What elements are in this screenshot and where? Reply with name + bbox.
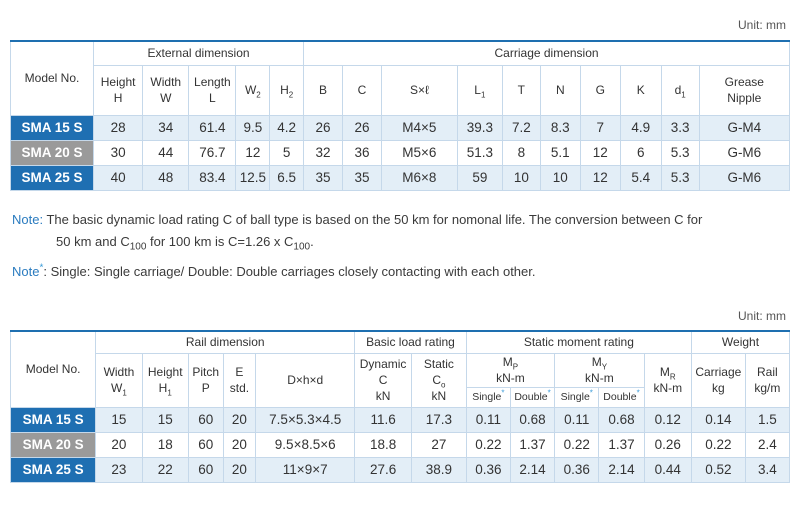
value-cell: 15 [142, 407, 188, 432]
grease-nipple-header: Grease Nipple [699, 65, 789, 115]
value-cell: 32 [304, 140, 343, 165]
pitch-header: Pitch P [188, 353, 223, 407]
value-cell: 5.4 [620, 165, 661, 190]
my-single-header: Single* [555, 387, 599, 407]
value-cell: 3.3 [661, 115, 699, 140]
value-cell: 11×9×7 [256, 457, 355, 482]
rail-height-header: Height $H_1$ [142, 353, 188, 407]
rail-dimension-header: Rail dimension [96, 331, 355, 353]
external-dimension-header: External dimension [94, 41, 304, 65]
height-header: Height H [94, 65, 143, 115]
value-cell: 4.9 [620, 115, 661, 140]
value-cell: 0.52 [692, 457, 746, 482]
value-cell: 15 [96, 407, 142, 432]
width-header: Width W [143, 65, 189, 115]
note-label: Note* [12, 262, 44, 279]
value-cell: 83.4 [189, 165, 236, 190]
carriage-dimension-table [10, 40, 790, 191]
value-cell: M6×8 [381, 165, 457, 190]
value-cell: 0.44 [644, 457, 691, 482]
value-cell: 0.22 [466, 432, 510, 457]
value-cell: 5.1 [540, 140, 580, 165]
value-cell: 1.37 [599, 432, 644, 457]
value-cell: 28 [94, 115, 143, 140]
value-cell: 20 [96, 432, 142, 457]
d1-header: $d_1$ [661, 65, 699, 115]
value-cell: 20 [223, 407, 256, 432]
value-cell: 3.4 [745, 457, 789, 482]
table-row [11, 165, 790, 190]
carriage-dimension-header: Carriage dimension [304, 41, 790, 65]
value-cell: 0.11 [555, 407, 599, 432]
note-label: Note: [12, 212, 44, 227]
model-cell: SMA 15 S [11, 407, 96, 432]
model-no-header: Model No. [11, 331, 96, 407]
b-header: B [304, 65, 343, 115]
value-cell: 0.22 [555, 432, 599, 457]
value-cell: 0.68 [510, 407, 554, 432]
value-cell: 48 [143, 165, 189, 190]
table-row [11, 457, 790, 482]
unit-label: Unit: mm [738, 309, 786, 323]
value-cell: 38.9 [412, 457, 467, 482]
value-cell: 9.5×8.5×6 [256, 432, 355, 457]
value-cell: 5.3 [661, 165, 699, 190]
value-cell: 10 [540, 165, 580, 190]
unit-label: Unit: mm [738, 18, 786, 32]
table-row [11, 432, 790, 457]
value-cell: 39.3 [457, 115, 502, 140]
value-cell: 18.8 [355, 432, 412, 457]
k-header: K [620, 65, 661, 115]
model-cell: SMA 25 S [11, 165, 94, 190]
carriage-weight-header: Carriage kg [692, 353, 746, 407]
value-cell: 6.5 [270, 165, 304, 190]
value-cell: 51.3 [457, 140, 502, 165]
value-cell: 35 [304, 165, 343, 190]
note-text-line2c: . [310, 234, 314, 249]
value-cell: 9.5 [236, 115, 270, 140]
value-cell: 26 [304, 115, 343, 140]
h2-header: $H_2$ [270, 65, 304, 115]
value-cell: 7 [580, 115, 620, 140]
value-cell: 0.14 [692, 407, 746, 432]
value-cell: 44 [143, 140, 189, 165]
value-cell: 12 [236, 140, 270, 165]
value-cell: 1.5 [745, 407, 789, 432]
c-header: C [343, 65, 382, 115]
model-cell: SMA 25 S [11, 457, 96, 482]
value-cell: M4×5 [381, 115, 457, 140]
l1-header: $L_1$ [457, 65, 502, 115]
weight-header: Weight [692, 331, 790, 353]
value-cell: 0.11 [466, 407, 510, 432]
e-std-header: E std. [223, 353, 256, 407]
value-cell: 0.26 [644, 432, 691, 457]
my-double-header: Double* [599, 387, 644, 407]
note-text-line1: The basic dynamic load rating C of ball type is based on the 50 km for nomonal life. The conversion between C for [43, 212, 703, 227]
value-cell: 36 [343, 140, 382, 165]
value-cell: 10 [502, 165, 540, 190]
value-cell: 0.12 [644, 407, 691, 432]
value-cell: 0.36 [466, 457, 510, 482]
note-single-double [12, 261, 792, 283]
note-subscript: 100 [293, 241, 311, 253]
value-cell: 12.5 [236, 165, 270, 190]
basic-load-rating-header: Basic load rating [355, 331, 467, 353]
table-row [11, 407, 790, 432]
my-header: $M_Y$ kN-m [555, 353, 644, 387]
value-cell: 61.4 [189, 115, 236, 140]
value-cell: 40 [94, 165, 143, 190]
value-cell: 12 [580, 165, 620, 190]
value-cell: G-M6 [699, 140, 789, 165]
value-cell: 76.7 [189, 140, 236, 165]
static-moment-rating-header: Static moment rating [466, 331, 691, 353]
note-text-line2b: for 100 km is C=1.26 x C [146, 234, 294, 249]
asterisk: * [39, 262, 44, 274]
n-header: N [540, 65, 580, 115]
note-dynamic-load [12, 209, 792, 253]
table-row [11, 115, 790, 140]
value-cell: 27 [412, 432, 467, 457]
g-header: G [580, 65, 620, 115]
value-cell: 30 [94, 140, 143, 165]
t-header: T [502, 65, 540, 115]
value-cell: 2.14 [599, 457, 644, 482]
value-cell: 20 [223, 457, 256, 482]
value-cell: 17.3 [412, 407, 467, 432]
model-cell: SMA 20 S [11, 432, 96, 457]
value-cell: 27.6 [355, 457, 412, 482]
value-cell: 0.36 [555, 457, 599, 482]
length-header: Length L [189, 65, 236, 115]
value-cell: 18 [142, 432, 188, 457]
value-cell: 1.37 [510, 432, 554, 457]
note-text-line2a: 50 km and C [56, 234, 130, 249]
value-cell: 8 [502, 140, 540, 165]
value-cell: 59 [457, 165, 502, 190]
value-cell: 34 [143, 115, 189, 140]
note-text: : Single: Single carriage/ Double: Double carriages closely contacting with each other. [43, 264, 536, 279]
note-subscript: 100 [129, 241, 147, 253]
s-l-header: S×ℓ [381, 65, 457, 115]
value-cell: 8.3 [540, 115, 580, 140]
static-c0-header: Static $C_o$ kN [412, 353, 467, 407]
mp-header: $M_P$ kN-m [466, 353, 554, 387]
value-cell: 7.2 [502, 115, 540, 140]
value-cell: 5 [270, 140, 304, 165]
model-no-header: Model No. [11, 41, 94, 115]
value-cell: 2.4 [745, 432, 789, 457]
model-cell: SMA 20 S [11, 140, 94, 165]
value-cell: 7.5×5.3×4.5 [256, 407, 355, 432]
value-cell: G-M6 [699, 165, 789, 190]
value-cell: 26 [343, 115, 382, 140]
rail-width-header: Width $W_1$ [96, 353, 142, 407]
value-cell: 23 [96, 457, 142, 482]
w2-header: $W_2$ [236, 65, 270, 115]
value-cell: 60 [188, 432, 223, 457]
rail-weight-header: Rail kg/m [745, 353, 789, 407]
value-cell: 6 [620, 140, 661, 165]
value-cell: 5.3 [661, 140, 699, 165]
value-cell: 35 [343, 165, 382, 190]
value-cell: 11.6 [355, 407, 412, 432]
value-cell: M5×6 [381, 140, 457, 165]
value-cell: 4.2 [270, 115, 304, 140]
mr-header: $M_R$ kN-m [644, 353, 691, 407]
value-cell: 0.68 [599, 407, 644, 432]
mp-single-header: Single* [466, 387, 510, 407]
value-cell: 60 [188, 457, 223, 482]
value-cell: 12 [580, 140, 620, 165]
value-cell: 20 [223, 432, 256, 457]
value-cell: G-M4 [699, 115, 789, 140]
rail-load-rating-table [10, 330, 790, 483]
table-row [11, 140, 790, 165]
value-cell: 60 [188, 407, 223, 432]
value-cell: 2.14 [510, 457, 554, 482]
d-h-d-header: D×h×d [256, 353, 355, 407]
value-cell: 0.22 [692, 432, 746, 457]
dynamic-c-header: Dynamic C kN [355, 353, 412, 407]
mp-double-header: Double* [510, 387, 554, 407]
model-cell: SMA 15 S [11, 115, 94, 140]
value-cell: 22 [142, 457, 188, 482]
